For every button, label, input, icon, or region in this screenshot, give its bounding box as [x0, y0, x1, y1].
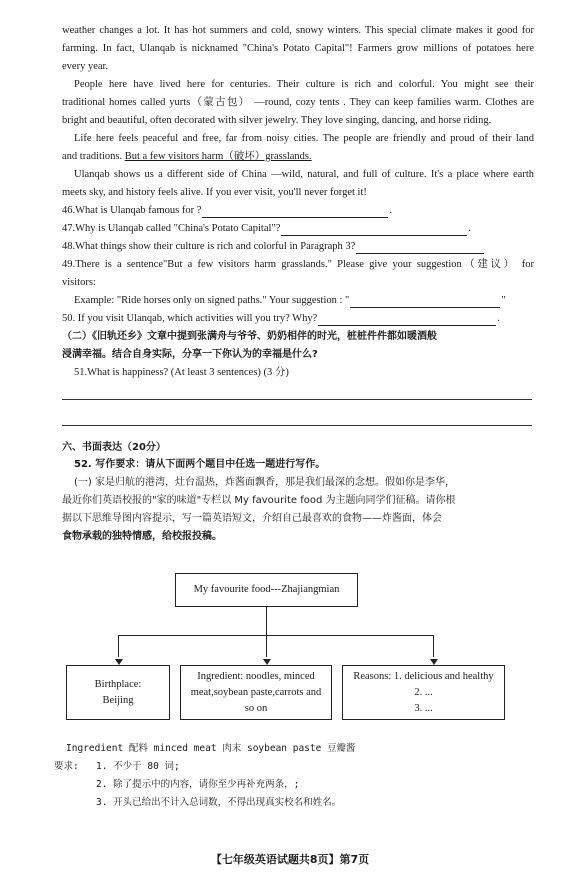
writing-task-text: 食物承载的独特情感，给校报投稿。: [62, 531, 222, 542]
question-50: 50. If you visit Ulanqab, which activities will you try? Why? .: [62, 313, 500, 324]
mindmap-reasons-box: [342, 665, 505, 720]
mindmap-root-box: [175, 573, 358, 607]
mindmap-text: so on: [244, 702, 268, 714]
example-text: Example: "Ride horses only on signed paths." Your suggestion : ": [74, 295, 350, 306]
passage-text: and traditions.: [62, 151, 125, 162]
requirement-item: 2. 除了提示中的内容，请你至少再补充两条，;: [96, 779, 300, 790]
question-text: 47.Why is Ulanqab called "China's Potato Capital"?: [62, 223, 281, 234]
answer-blank-46[interactable]: [202, 206, 388, 218]
mindmap-connector: [118, 635, 119, 657]
passage-line: meets sky, and history feels alive. If you ever visit, you'll never forget it!: [62, 187, 367, 198]
mindmap-text: Beijing: [102, 694, 134, 706]
writing-task-text: 最近你们英语校报的"家的味道"专栏以 My favourite food 为主题向同学们征稿。请你根: [62, 495, 456, 506]
mindmap-root-label: My favourite food---Zhajiangmian: [193, 584, 340, 595]
part2-prompt: 浸满幸福。结合自身实际，分享一下你认为的幸福是什么?: [62, 349, 318, 360]
passage-line: Life here feels peaceful and free, far from noisy cities. The people are friendly and proud of their land: [74, 133, 534, 144]
question-47: 47.Why is Ulanqab called "China's Potato Capital"? .: [62, 223, 472, 234]
question-text: 50. If you visit Ulanqab, which activities will you try? Why?: [62, 313, 318, 324]
question-49-example: [74, 294, 506, 308]
mindmap-text: Birthplace:: [94, 678, 142, 690]
requirement-item: 1. 不少于 80 词;: [96, 761, 180, 772]
writing-task-text: (一) 家是归航的港湾，灶台温热，炸酱面飘香，那是我们最深的念想。假如你是李华，: [74, 477, 455, 488]
mindmap-text: Ingredient: noodles, minced: [197, 670, 315, 682]
mindmap-text: 3. ...: [414, 702, 433, 714]
mindmap-ingredient-box: [180, 665, 332, 720]
passage-line: Ulanqab shows us a different side of China —wild, natural, and full of culture. It's a place where earth: [74, 169, 534, 180]
passage-line: farming. In fact, Ulanqab is nicknamed "China's Potato Capital"! Farmers grow millions of potatoes here: [62, 43, 534, 54]
question-51: 51.What is happiness? (At least 3 sentences) (3 分): [74, 367, 289, 378]
underlined-sentence: But a few visitors harm（破坏）grasslands.: [124, 151, 312, 162]
mindmap-connector: [118, 635, 434, 636]
mindmap-connector: [433, 635, 434, 657]
mindmap-text: 2. ...: [414, 686, 433, 698]
mindmap-connector: [266, 607, 267, 635]
question-text: 46.What is Ulanqab famous for ?: [62, 205, 202, 216]
answer-line-51[interactable]: [62, 399, 532, 400]
requirement-item: 3. 开头已给出不计入总词数，不得出现真实校名和姓名。: [96, 797, 342, 808]
passage-line: every year.: [62, 61, 109, 72]
passage-line: weather changes a lot. It has hot summers and cold, snowy winters. This special climate makes it good for: [62, 25, 534, 36]
answer-blank-48[interactable]: [356, 242, 484, 254]
answer-blank-50[interactable]: [318, 314, 496, 326]
mindmap-text: meat,soybean paste,carrots and: [190, 686, 322, 698]
mindmap-birthplace-box: [66, 665, 170, 720]
question-49-cont: visitors:: [62, 277, 96, 288]
passage-line: [62, 150, 312, 164]
question-48: [62, 240, 485, 254]
glossary: Ingredient 配料 minced meat 肉末 soybean paste 豆瓣酱: [66, 743, 356, 754]
part2-prompt: （二）《旧轨还乡》文章中提到张满舟与爷爷、奶奶相伴的时光，桩桩件件都如暖酒般: [62, 331, 437, 342]
writing-requirement-title: 52. 写作要求：请从下面两个题目中任选一题进行写作。: [74, 459, 326, 470]
question-46: 46.What is Ulanqab famous for ? .: [62, 205, 393, 216]
mindmap-connector: [266, 635, 267, 657]
question-49: 49.There is a sentence"But a few visitors harm grasslands." Please give your suggestion（建议） for: [62, 259, 534, 270]
requirements-label: 要求:: [54, 761, 79, 772]
passage-line: bright and beautiful, often decorated with silver jewelry. They love singing, dancing, and horse riding.: [62, 115, 492, 126]
answer-line-51[interactable]: [62, 425, 532, 426]
mindmap-text: Reasons: 1. delicious and healthy: [353, 670, 494, 682]
writing-task-text: 据以下思维导图内容提示，写一篇英语短文，介绍自己最喜欢的食物——炸酱面，体会: [62, 513, 442, 524]
page-footer: 【七年级英语试题共8页】第7页: [210, 853, 370, 866]
answer-blank-47[interactable]: [281, 224, 467, 236]
section-title: 六、书面表达（20分）: [62, 442, 166, 453]
question-text: 48.What things show their culture is rich and colorful in Paragraph 3?: [62, 241, 356, 252]
passage-line: traditional homes called yurts（蒙古包） —round, cozy tents . They can keep families warm. Clothes are: [62, 97, 534, 108]
answer-blank-49[interactable]: [350, 296, 500, 308]
passage-line: People here have lived here for centuries. Their culture is rich and colorful. You might see their: [74, 79, 534, 90]
closing-quote: ": [501, 295, 506, 306]
